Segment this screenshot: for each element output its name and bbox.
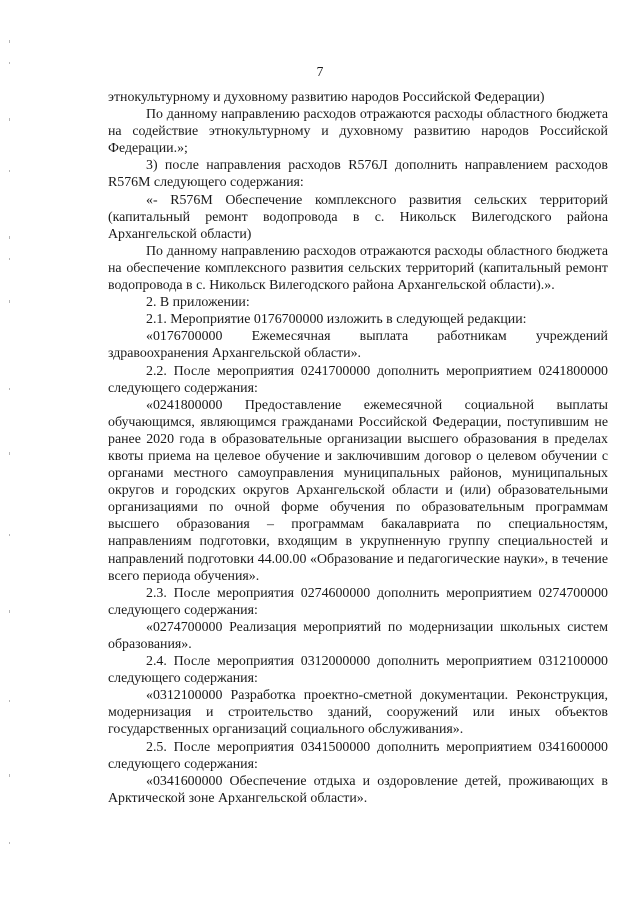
paragraph-item-2-4: 2.4. После мероприятия 0312000000 дополнить мероприятием 0312100000 следующего содержания: [108,654,608,687]
paragraph-budget-note: По данному направлению расходов отражаются расходы областного бюджета на содействие этнокультурному и духовному развитию народов Российской Федерации.»; [108,107,608,157]
paragraph-item-2-2: 2.2. После мероприятия 0241700000 дополнить мероприятием 0241800000 следующего содержания: [108,363,608,396]
paragraph-item-2-1: 2.1. Мероприятие 0176700000 изложить в следующей редакции: [146,312,527,328]
paragraph-item-2-5: 2.5. После мероприятия 0341500000 дополнить мероприятием 0341600000 следующего содержания: [108,739,608,772]
paragraph-0176700000: «0176700000 Ежемесячная выплата работникам учреждений здравоохранения Архангельской области». [108,329,608,362]
page-number: 7 [316,64,324,79]
paragraph-r576m-note: По данному направлению расходов отражаются расходы областного бюджета на обеспечение комплексного развития сельских территорий (капитальный ремонт водопровода в с. Никольск Вилегодского района Архангельской области).». [108,243,608,294]
paragraph-item-2-3: 2.3. После мероприятия 0274600000 дополнить мероприятием 0274700000 следующего содержания: [108,585,608,618]
paragraph-0341600000: «0341600000 Обеспечение отдыха и оздоровление детей, проживающих в Арктической зоне Архангельской области». [108,773,608,806]
paragraph-0274700000: «0274700000 Реализация мероприятий по модернизации школьных систем образования». [108,619,608,652]
paragraph-item-2: 2. В приложении: [146,295,250,311]
paragraph-0241800000: «0241800000 Предоставление ежемесячной социальной выплаты обучающимся, являющимся гражданами Российской Федерации, поступившим не ранее 2020 года в образовательные организации высшего образования в пределах квоты приема на целевое обучение и заключившим договор о целевом обучении с органами местного самоуправления муниципальных районов, муниципальных округов и городских округов Архангельской области и (или) образовательными организациями по очной форме обучения по образовательным программам высшего образования – программам бакалавриата по специальностям, направлениям подготовки, входящим в укрупненную группу специальностей и направлений подготовки 44.00.00 «Образование и педагогические науки», в течение всего периода обучения». [108,397,608,584]
paragraph-item-3: 3) после направления расходов R576Л дополнить направлением расходов R576М следующего содержания: [108,158,608,191]
binding-margin-marks [6,0,16,905]
paragraph-r576m: «- R576М Обеспечение комплексного развития сельских территорий (капитальный ремонт водопровода в с. Никольск Вилегодского района Архангельской области) [108,192,608,242]
paragraph-0312100000: «0312100000 Разработка проектно-сметной документации. Реконструкция, модернизация и строительство зданий, сооружений или иных объектов государственных организаций социального обслуживания». [108,688,608,738]
document-body [108,89,608,807]
paragraph-continuation: этнокультурному и духовному развитию народов Российской Федерации) [108,90,545,105]
